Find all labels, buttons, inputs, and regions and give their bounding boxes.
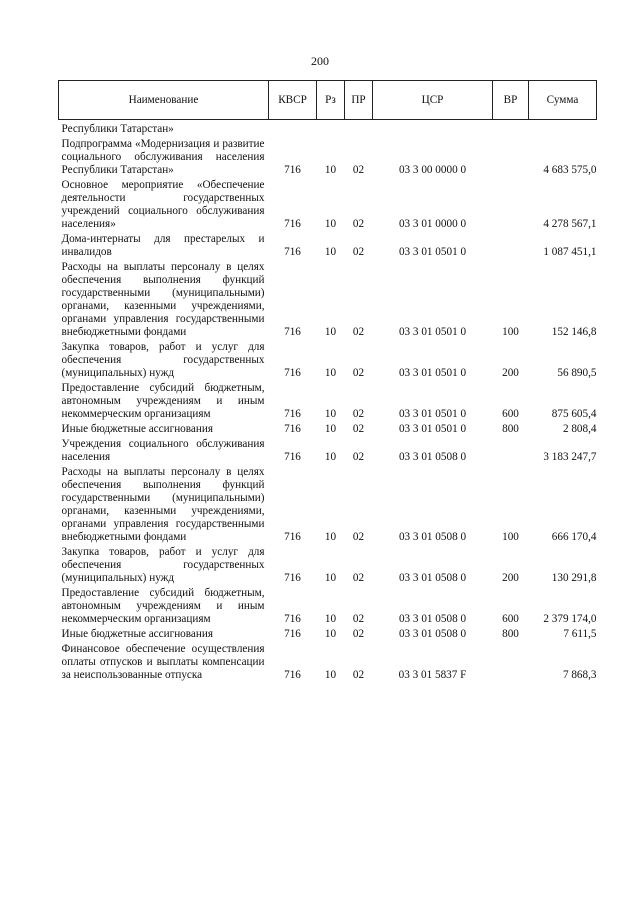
table-row: [59, 545, 597, 586]
cell-sum: 666 170,4: [551, 531, 597, 543]
cell-pr: 02: [352, 613, 365, 625]
table-body: [59, 120, 597, 684]
cell-kvsr: 716: [284, 164, 301, 176]
cell-pr: 02: [352, 531, 365, 543]
cell-pr: 02: [352, 628, 365, 640]
cell-csr: 03 3 00 0000 0: [398, 164, 467, 176]
cell-sum: 1 087 451,1: [543, 246, 597, 258]
cell-sum: 7 611,5: [563, 628, 597, 640]
cell-csr: [373, 120, 493, 138]
cell-sum: [529, 120, 597, 138]
table-row: [59, 422, 597, 437]
table-row: [59, 627, 597, 642]
cell-kvsr: 716: [284, 246, 301, 258]
cell-name: Иные бюджетные ассигнования: [61, 628, 213, 640]
table-row: [59, 437, 597, 465]
table-row: [59, 381, 597, 422]
cell-rz: 10: [324, 572, 337, 584]
page-number: 200: [311, 54, 329, 68]
cell-kvsr: 716: [284, 572, 301, 584]
column-header-pr: ПР: [345, 81, 373, 120]
cell-vr: [493, 642, 529, 683]
cell-csr: 03 3 01 0501 0: [398, 423, 467, 435]
column-header-kvsr: КВСР: [269, 81, 317, 120]
cell-csr: 03 3 01 0508 0: [398, 531, 467, 543]
cell-vr: 600: [502, 408, 519, 420]
cell-name: Предоставление субсидий бюджетным, автономным учреждениям и иным некоммерческим организациям: [61, 587, 265, 625]
table-row: [59, 178, 597, 232]
cell-vr: [493, 137, 529, 178]
cell-name: Предоставление субсидий бюджетным, автономным учреждениям и иным некоммерческим организациям: [61, 382, 265, 420]
cell-pr: [345, 120, 373, 138]
cell-name: Учреждения социального обслуживания населения: [61, 438, 265, 463]
cell-pr: 02: [352, 451, 365, 463]
cell-name: Закупка товаров, работ и услуг для обеспечения государственных (муниципальных) нужд: [61, 546, 265, 584]
cell-name: Республики Татарстан»: [61, 123, 174, 135]
cell-kvsr: 716: [284, 326, 301, 338]
cell-name: Финансовое обеспечение осуществления оплаты отпусков и выплаты компенсации за неиспользованные отпуска: [61, 643, 265, 681]
cell-rz: 10: [324, 451, 337, 463]
table-row: [59, 260, 597, 340]
column-header-name: Наименование: [59, 81, 269, 120]
budget-table-container: [58, 80, 596, 683]
cell-sum: 130 291,8: [551, 572, 597, 584]
cell-name: Иные бюджетные ассигнования: [61, 423, 213, 435]
cell-csr: 03 3 01 0501 0: [398, 408, 467, 420]
cell-csr: 03 3 01 0501 0: [398, 367, 467, 379]
cell-sum: 2 379 174,0: [543, 613, 597, 625]
cell-kvsr: 716: [284, 669, 301, 681]
cell-sum: 2 808,4: [562, 423, 597, 435]
cell-pr: 02: [352, 326, 365, 338]
cell-vr: 100: [502, 531, 519, 543]
table-row: [59, 642, 597, 683]
table-header-row: [59, 81, 597, 120]
cell-vr: [493, 437, 529, 465]
cell-kvsr: 716: [284, 628, 301, 640]
cell-kvsr: 716: [284, 451, 301, 463]
cell-csr: 03 3 01 0508 0: [398, 572, 467, 584]
cell-csr: 03 3 01 0000 0: [398, 218, 467, 230]
cell-kvsr: 716: [284, 531, 301, 543]
cell-pr: 02: [352, 218, 365, 230]
cell-vr: [493, 178, 529, 232]
column-header-sum: Сумма: [529, 81, 597, 120]
cell-rz: 10: [324, 669, 337, 681]
cell-rz: 10: [324, 531, 337, 543]
cell-rz: 10: [324, 628, 337, 640]
cell-name: Расходы на выплаты персоналу в целях обеспечения выполнения функций государственными (муниципальными) органами, казенными учреждениями, органами управления государственными внебюджетными фондами: [61, 261, 265, 338]
cell-sum: 7 868,3: [562, 669, 597, 681]
cell-sum: 3 183 247,7: [543, 451, 597, 463]
table-row: [59, 465, 597, 545]
cell-vr: 800: [502, 423, 519, 435]
cell-kvsr: 716: [284, 408, 301, 420]
cell-name: Основное мероприятие «Обеспечение деятельности государственных учреждений социального обслуживания населения»: [61, 179, 265, 230]
cell-kvsr: 716: [284, 613, 301, 625]
cell-pr: 02: [352, 164, 365, 176]
cell-pr: 02: [352, 572, 365, 584]
cell-vr: 600: [502, 613, 519, 625]
cell-vr: 100: [502, 326, 519, 338]
cell-pr: 02: [352, 408, 365, 420]
table-row: [59, 232, 597, 260]
cell-kvsr: 716: [284, 218, 301, 230]
cell-sum: 4 683 575,0: [543, 164, 597, 176]
cell-rz: 10: [324, 246, 337, 258]
cell-sum: 4 278 567,1: [543, 218, 597, 230]
cell-vr: 200: [502, 367, 519, 379]
table-row: [59, 137, 597, 178]
cell-rz: 10: [324, 408, 337, 420]
cell-csr: 03 3 01 0508 0: [398, 613, 467, 625]
cell-csr: 03 3 01 0501 0: [398, 246, 467, 258]
cell-sum: 152 146,8: [551, 326, 597, 338]
cell-rz: 10: [324, 613, 337, 625]
cell-vr: 200: [502, 572, 519, 584]
cell-sum: 56 890,5: [557, 367, 597, 379]
cell-rz: 10: [324, 326, 337, 338]
cell-name: Закупка товаров, работ и услуг для обеспечения государственных (муниципальных) нужд: [61, 341, 265, 379]
cell-name: Расходы на выплаты персоналу в целях обеспечения выполнения функций государственными (муниципальными) органами, казенными учреждениями, органами управления государственными внебюджетными фондами: [61, 466, 265, 543]
cell-vr: 800: [502, 628, 519, 640]
cell-csr: 03 3 01 5837 F: [398, 669, 467, 681]
column-header-vr: ВР: [493, 81, 529, 120]
column-header-rz: Рз: [317, 81, 345, 120]
table-row: [59, 586, 597, 627]
cell-pr: 02: [352, 367, 365, 379]
cell-rz: 10: [324, 367, 337, 379]
cell-name: Подпрограмма «Модернизация и развитие социального обслуживания населения Республики Татарстан»: [61, 138, 265, 176]
cell-kvsr: 716: [284, 367, 301, 379]
cell-pr: 02: [352, 669, 365, 681]
cell-sum: 875 605,4: [551, 408, 597, 420]
cell-rz: 10: [324, 164, 337, 176]
cell-csr: 03 3 01 0508 0: [398, 628, 467, 640]
cell-vr: [493, 232, 529, 260]
cell-rz: [317, 120, 345, 138]
column-header-csr: ЦСР: [373, 81, 493, 120]
cell-pr: 02: [352, 423, 365, 435]
cell-rz: 10: [324, 218, 337, 230]
cell-rz: 10: [324, 423, 337, 435]
cell-kvsr: [269, 120, 317, 138]
cell-csr: 03 3 01 0501 0: [398, 326, 467, 338]
budget-table: [58, 80, 597, 683]
cell-name: Дома-интернаты для престарелых и инвалидов: [61, 233, 265, 258]
table-row: [59, 340, 597, 381]
cell-csr: 03 3 01 0508 0: [398, 451, 467, 463]
table-row: [59, 120, 597, 138]
cell-pr: 02: [352, 246, 365, 258]
cell-kvsr: 716: [284, 423, 301, 435]
cell-vr: [493, 120, 529, 138]
